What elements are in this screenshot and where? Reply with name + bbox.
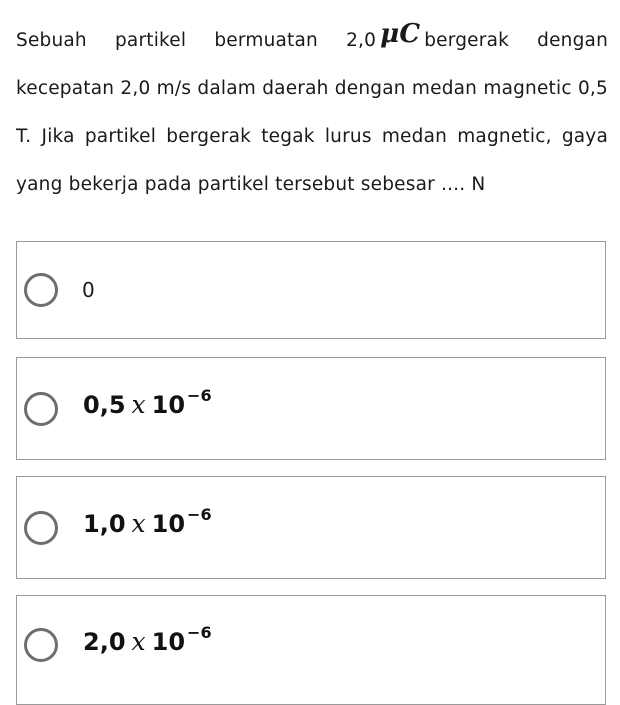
- option-c-exponent: −6: [187, 505, 212, 524]
- option-d-base: 10: [151, 628, 186, 656]
- option-c-times: x: [131, 509, 146, 538]
- option-d-label: [83, 623, 212, 656]
- option-b-coefficient: 0,5: [83, 391, 126, 419]
- radio-button-d[interactable]: [24, 628, 58, 662]
- radio-button-b[interactable]: [24, 392, 58, 426]
- option-b-base: 10: [151, 391, 186, 419]
- answer-option-a[interactable]: [16, 241, 606, 339]
- question-text: [16, 14, 608, 209]
- option-b-label: [83, 386, 212, 419]
- answer-option-b[interactable]: [16, 357, 606, 460]
- radio-button-a[interactable]: [24, 273, 58, 307]
- option-b-times: x: [131, 390, 146, 419]
- option-d-times: x: [131, 627, 146, 656]
- question-part-1: Sebuah partikel bermuatan 2,0: [16, 30, 377, 51]
- option-b-exponent: −6: [187, 386, 212, 405]
- answer-option-d[interactable]: [16, 595, 606, 705]
- option-c-label: [83, 505, 212, 538]
- radio-button-c[interactable]: [24, 511, 58, 545]
- option-a-label: 0: [82, 278, 95, 302]
- option-d-exponent: −6: [187, 623, 212, 642]
- charge-unit: μC: [380, 19, 421, 49]
- option-c-base: 10: [151, 510, 186, 538]
- option-c-coefficient: 1,0: [83, 510, 126, 538]
- answer-option-c[interactable]: [16, 476, 606, 579]
- question-part-2: bergerak dengan kecepatan 2,0 m/s dalam daerah dengan medan magnetic 0,5 T. Jika partikel bergerak tegak lurus medan magnetic, gaya yang bekerja pada partikel tersebut sebesar .... N: [16, 30, 608, 195]
- option-d-coefficient: 2,0: [83, 628, 126, 656]
